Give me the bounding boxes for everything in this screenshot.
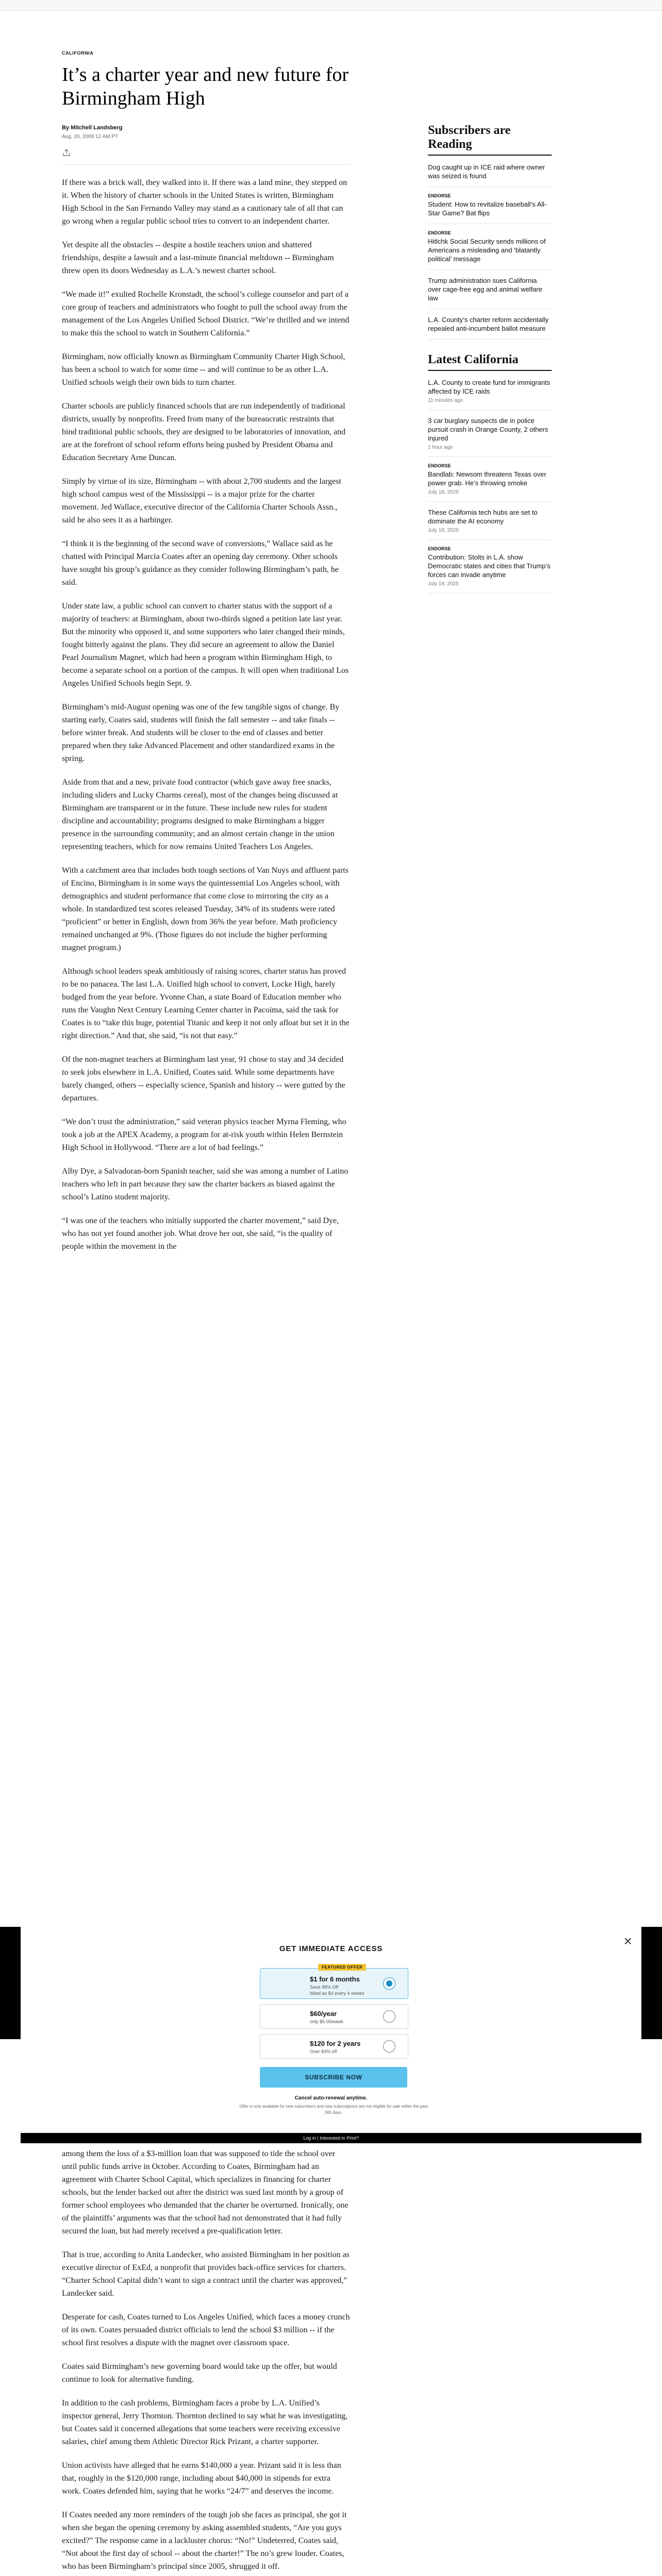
item-time: 11 minutes ago xyxy=(428,398,463,403)
paragraph: Birmingham, now officially known as Birmingham Community Charter High School, has been a school to watch for some time -- and will continue to be as other L.A. Unified schools weigh their own bids to turn charter. xyxy=(62,352,345,387)
reading-item[interactable] xyxy=(428,193,552,224)
plan-detail: only $5.00/week xyxy=(310,2019,344,2024)
divider xyxy=(428,370,552,371)
section-kicker[interactable]: CALIFORNIA xyxy=(62,50,94,56)
plan-radio[interactable] xyxy=(383,2010,395,2023)
item-title[interactable]: These California tech hubs are set to dominate the AI economy xyxy=(428,509,538,525)
article-body-top xyxy=(62,176,351,1253)
item-tag: ENDORSE xyxy=(428,193,451,198)
paragraph: “I was one of the teachers who initially supported the charter movement,” said Dye, who has not yet found another job. What drove her out, she said, “is the quality of people within the movement in the xyxy=(62,1216,339,1251)
paragraph: Of the non-magnet teachers at Birmingham last year, 91 chose to stay and 34 decided to seek jobs elsewhere in L.A. Unified, Coates said. While some departments have barely changed, others -- especially science, Spanish and history -- were gutted by the departures. xyxy=(62,1055,345,1103)
publish-date: Aug. 20, 2009 12 AM PT xyxy=(62,134,118,140)
article xyxy=(62,50,351,1264)
divider xyxy=(428,155,552,156)
latest-item[interactable] xyxy=(428,508,552,540)
plan-option-year[interactable] xyxy=(260,2004,408,2029)
plan-price: $60/year xyxy=(310,2010,337,2018)
paragraph: Yet despite all the obstacles -- despite a hostile teachers union and shattered friendships, despite a lawsuit and a last-minute financial meltdown -- Birmingham threw open its doors Wednesday as L.A.’s newest charter school. xyxy=(62,241,334,275)
paragraph: Alby Dye, a Salvadoran-born Spanish teacher, said she was among a number of Latino teachers who left in part because they saw the charter backers as biased against the school’s Latino student majority. xyxy=(62,1167,349,1201)
item-title[interactable]: L.A. County’s charter reform accidentally repealed anti-incumbent ballot measure xyxy=(428,316,549,332)
reading-item[interactable] xyxy=(428,315,552,340)
paragraph: Under state law, a public school can convert to charter status with the support of a majority of teachers: at Birmingham, about two-thirds signed a petition late last year. But the minority who opposed it, and some supporters who later changed their minds, fought bitterly against the plans. They did secure an agreement to allow the Daniel Pearl Journalism Magnet, which had been a program within Birmingham High, to become a separate school on a portion of the campus. It will open when traditional Los Angeles Unified Schools begin Sept. 9. xyxy=(62,602,349,688)
paragraph: Charter schools are publicly financed schools that are run independently of traditional districts, usually by nonprofits. Freed from many of the bureaucratic restraints that bind traditional public schools, they are designed to be laboratories of innovation, and are at the forefront of school reform efforts being pushed by President Obama and Education Secretary Arne Duncan. xyxy=(62,402,346,462)
paragraph: If Coates needed any more reminders of the tough job she faces as principal, she got it when she began the opening ceremony by asking assembled students, “Are you guys excited?” The response came in a lackluster chorus: “No!” Undeterred, Coates said, “Not about the first day of school -- about the charter!” The no’s grew louder. Coates, who has been Birmingham’s principal since 2005, shrugged it off. xyxy=(62,2511,347,2571)
paragraph: Simply by virtue of its size, Birmingham -- with about 2,700 students and the largest high school campus west of the Mississippi -- is a major prize for the charter movement. Jed Wallace, executive director of the California Charter Schools Assn., said he also sees it as a harbinger. xyxy=(62,477,341,524)
subscription-modal xyxy=(21,1927,641,2133)
plan-option-6-months[interactable] xyxy=(260,1965,408,1999)
item-time: July 18, 2025 xyxy=(428,489,459,495)
item-tag: ENDORSE xyxy=(428,546,451,551)
item-title[interactable]: Hitlchk Social Security sends millions of Americans a misleading and ‘blatantly political’ message xyxy=(428,238,546,263)
paragraph: “I think it is the beginning of the second wave of conversions,” Wallace said as he chatted with Principal Marcia Coates after an opening day ceremony. Other schools have sought his group’s guidance as they consider following Birmingham’s path, he said. xyxy=(62,539,339,587)
item-title[interactable]: 3 car burglary suspects die in police pursuit crash in Orange County, 2 others injured xyxy=(428,417,549,442)
latest-item[interactable] xyxy=(428,463,552,502)
paragraph: Aside from that and a new, private food contractor (which gave away free snacks, including sliders and Lucky Charms cereal), most of the changes being discussed at Birmingham are transparent or in the future. These include new rules for student discipline and accountability; programs designed to make Birmingham a bigger presence in the surrounding community; and an almost certain change in the union representing teachers, which for now remains United Teachers Los Angeles. xyxy=(62,778,338,851)
item-time: July 18, 2025 xyxy=(428,581,459,587)
paragraph: Birmingham’s mid-August opening was one of the few tangible signs of change. By starting early, Coates said, students will finish the fall semester -- and take finals -- before winter break. And students will be closer to the end of classes and better prepared when they take Advanced Placement and other standardized exams in the spring. xyxy=(62,703,340,763)
item-title[interactable]: Dog caught up in ICE raid where owner was seized is found xyxy=(428,163,545,180)
paragraph: That is true, according to Anita Landecker, who assisted Birmingham in her position as executive director of ExEd, a nonprofit that provides back-office services for charters. “Charter School Capital didn’t want to sign a contract until the charter was approved,” Landecker said. xyxy=(62,2250,350,2298)
sidebar xyxy=(428,124,552,600)
subscribe-button[interactable]: SUBSCRIBE NOW xyxy=(260,2067,407,2088)
plan-price: $120 for 2 years xyxy=(310,2040,361,2047)
paragraph: Union activists have alleged that he earns $140,000 a year. Prizant said it is less than that, roughly in the $120,000 range, including about $40,000 in stipends for extra work. Coates defended him, saying that he works “24/7” and deserves the income. xyxy=(62,2461,341,2496)
reading-title: Subscribers are Reading xyxy=(428,124,511,151)
paragraph: among them the loss of a $3-million loan that was supposed to tide the school over until public funds arrive in October. According to Coates, Birmingham had an agreement with Charter School Capital, which specializes in financing for charter schools, but the lender backed out after the district was sued last month by a group of former school employees who demanded that the charter be overturned. Ironically, one of the plaintiffs’ arguments was that the school had not demonstrated that it had fully secured the loan, but had merely received a pre-qualification letter. xyxy=(62,2149,349,2235)
share-icon[interactable] xyxy=(62,148,73,159)
plan-detail: Over 84% off xyxy=(310,2049,337,2054)
latest-item[interactable] xyxy=(428,416,552,457)
byline[interactable]: By Mitchell Landsberg xyxy=(62,125,123,131)
paragraph: “We don’t trust the administration,” said veteran physics teacher Myrna Fleming, who took a job at the APEX Academy, a program for at-risk youth within Helen Bernstein High School in Hollywood. “There are a lot of bad feelings.” xyxy=(62,1117,346,1152)
plan-radio-selected[interactable] xyxy=(383,1977,395,1990)
reading-item[interactable] xyxy=(428,163,552,187)
item-time: 1 hour ago xyxy=(428,445,453,450)
plan-detail: Save 98% Off xyxy=(310,1985,339,1990)
cancel-note: Cancel auto-renewal anytime. xyxy=(294,2095,368,2101)
login-bar[interactable]: Log in | Interested in Print? xyxy=(21,2133,641,2143)
plan-option-2-years[interactable] xyxy=(260,2034,408,2059)
item-title[interactable]: Trump administration sues California over cage-free egg and animal welfare law xyxy=(428,277,542,302)
item-tag: ENDORSE xyxy=(428,463,451,468)
featured-badge: FEATURED OFFER xyxy=(318,1964,366,1971)
headline: It’s a charter year and new future for Birmingham High xyxy=(62,64,349,109)
reading-item[interactable] xyxy=(428,276,552,309)
paragraph: Desperate for cash, Coates turned to Los Angeles Unified, which faces a money crunch of its own. Coates persuaded district officials to lend the school $3 million -- if the school first resolves a dispute with the magnet over classroom space. xyxy=(62,2313,350,2347)
item-title[interactable]: Student: How to revitalize baseball’s All-Star Game? Bat flips xyxy=(428,200,547,217)
latest-item[interactable] xyxy=(428,546,552,594)
item-tag: ENDORSE xyxy=(428,230,451,235)
paragraph: If there was a brick wall, they walked into it. If there was a land mine, they stepped on it. When the history of charter schools in the United States is written, Birmingham High School in the San Fernando Valley may stand as a cautionary tale of all that can go wrong when a regular public school tries to convert to an independent charter. xyxy=(62,178,347,226)
close-icon[interactable]: × xyxy=(623,1933,632,1949)
plan-detail: billed as $4 every 4 weeks xyxy=(310,1991,365,1996)
paragraph: In addition to the cash problems, Birmingham faces a probe by L.A. Unified’s inspector general, Jerry Thornton. Thornton declined to say what he was investigating, but Coates said it concerned allegations that some teachers were receiving excessive salaries, chief among them Athletic Director Rick Prizant, a charter supporter. xyxy=(62,2399,347,2446)
paragraph: Although school leaders speak ambitiously of raising scores, charter status has proved to be no panacea. The last L.A. Unified high school to convert, Locke High, barely budged from the year before. Yvonne Chan, a state Board of Education member who runs the Vaughn Next Century Learning Center charter in Pacoima, said the task for Coates is to “take this huge, potential Titanic and keep it not only afloat but set it in the right direction.” And that, she said, “is not that easy.” xyxy=(62,967,350,1040)
top-nav-bar xyxy=(0,0,662,11)
plan-radio[interactable] xyxy=(383,2040,395,2053)
modal-title: GET IMMEDIATE ACCESS xyxy=(279,1944,383,1953)
latest-title: Latest California xyxy=(428,353,519,366)
latest-item[interactable] xyxy=(428,378,552,410)
plan-price: $1 for 6 months xyxy=(310,1975,360,1983)
paragraph: Coates said Birmingham’s new governing board would take up the offer, but would continue to look for alternative funding. xyxy=(62,2362,337,2384)
paragraph: “We made it!” exulted Rochelle Kronstadt, the school’s college counselor and part of a core group of teachers and administrators who fought to pull the school away from the management of the Los Angeles Unified School District. “We’re thrilled and we intend to make this the school to watch in Southern California.” xyxy=(62,290,350,337)
item-title[interactable]: L.A. County to create fund for immigrants affected by ICE raids xyxy=(428,379,550,395)
fine-print: Offer is only available for new subscribers and new subscriptions are not eligible for sale within the past 365 days. xyxy=(239,2104,428,2115)
item-title[interactable]: Contribution: Stolts in L.A. show Democratic states and cities that Trump’s forces can invade anytime xyxy=(428,553,551,579)
item-time: July 18, 2025 xyxy=(428,528,459,533)
item-title[interactable]: Bandlab: Newsom threatens Texas over power grab. He’s throwing smoke xyxy=(428,470,547,487)
divider xyxy=(62,164,351,165)
article-body-bottom xyxy=(62,2147,351,2576)
reading-item[interactable] xyxy=(428,230,552,270)
paragraph: With a catchment area that includes both tough sections of Van Nuys and affluent parts of Encino, Birmingham is in some ways the quintessential Los Angeles school, with demographics and student performance that come close to mirroring the city as a whole. In standardized test scores released Tuesday, 34% of its students were rated “proficient” or better in English, down from 36% the year before. Math proficiency remained unchanged at 9%. (Those figures do not include the higher performing magnet program.) xyxy=(62,866,349,952)
